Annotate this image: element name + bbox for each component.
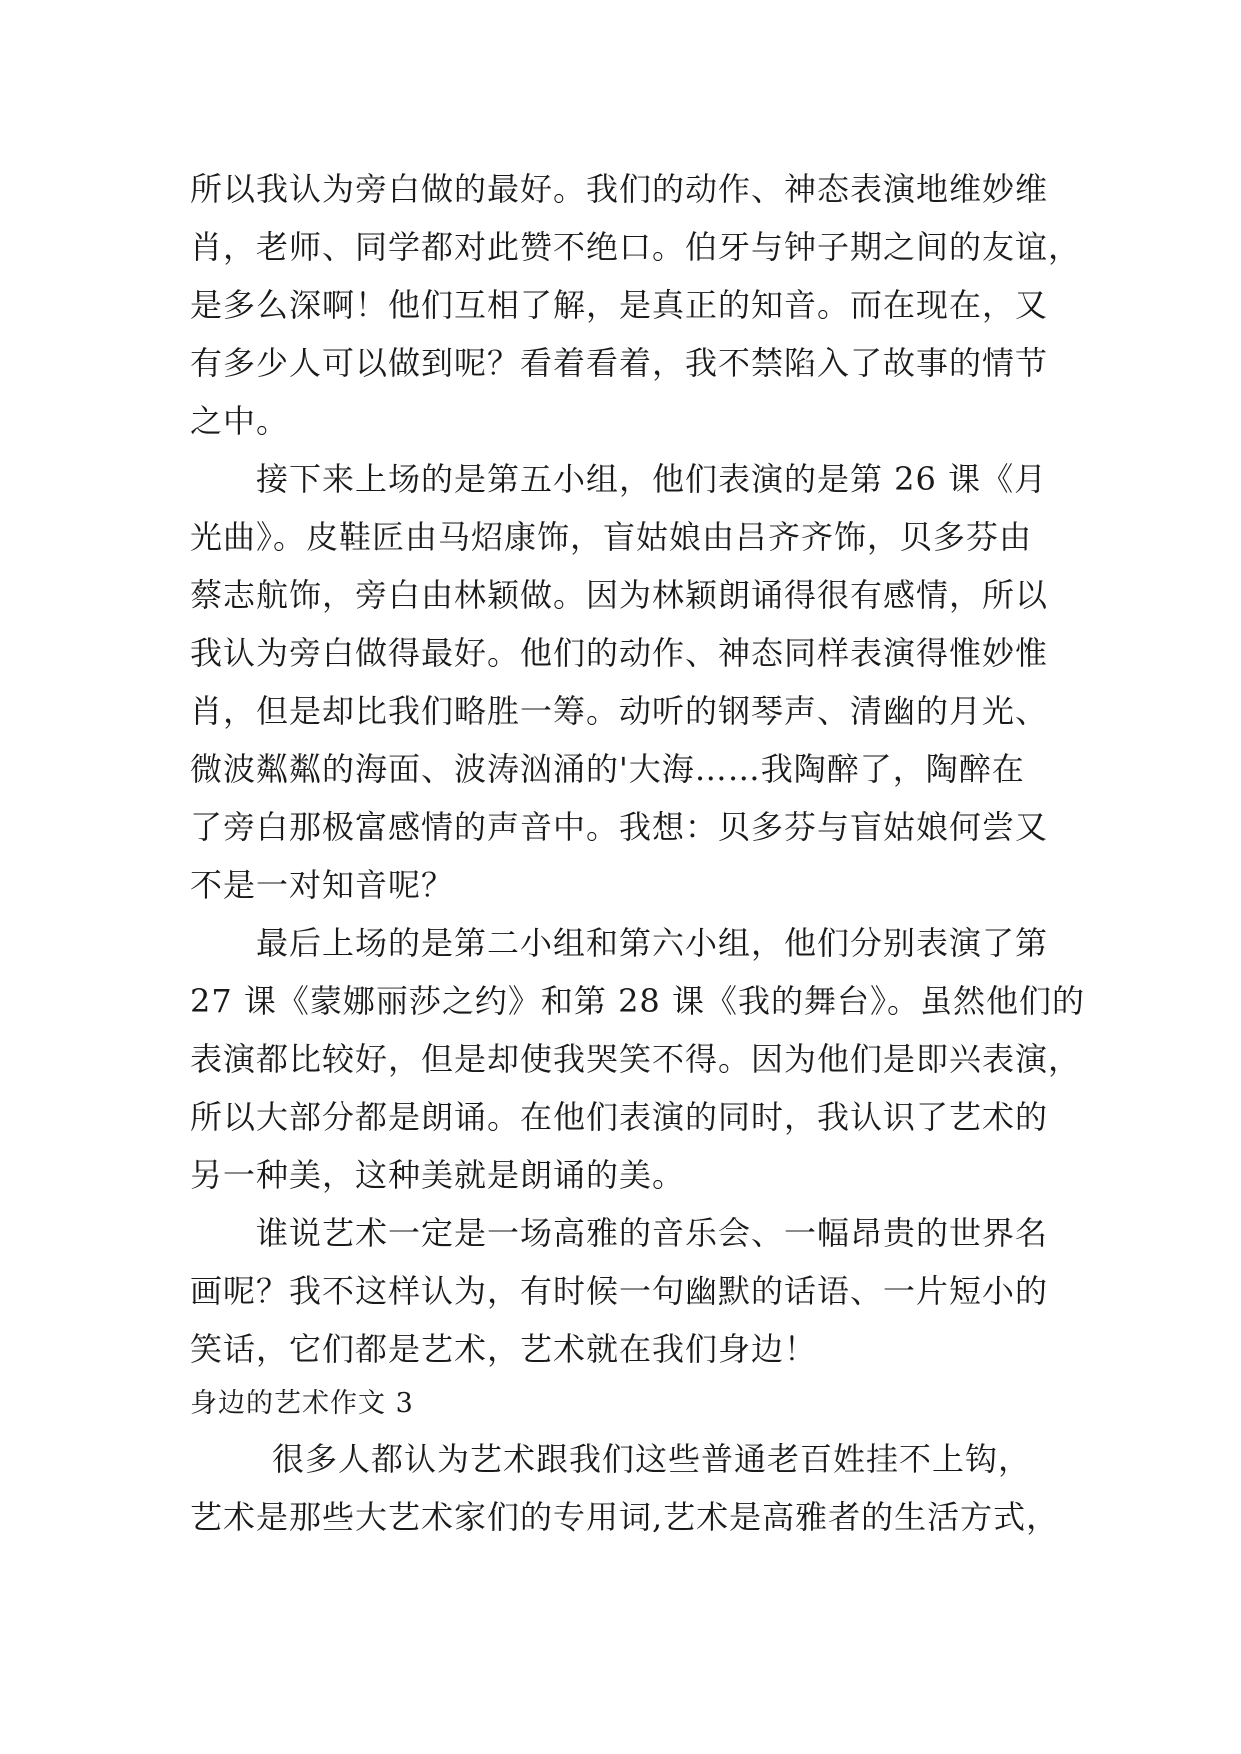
text-line: 所以大部分都是朗诵。在他们表演的同时，我认识了艺术的 — [190, 1098, 1049, 1136]
paragraph — [190, 450, 1060, 914]
text-line: 之中。 — [190, 402, 290, 440]
text-line: 是多么深啊！他们互相了解，是真正的知音。而在现在，又 — [190, 286, 1049, 324]
text-line: 有多少人可以做到呢？看着看着，我不禁陷入了故事的情节 — [190, 344, 1049, 382]
text-line: 我认为旁白做得最好。他们的动作、神态同样表演得惟妙惟 — [190, 634, 1049, 672]
text-line: 27 课《蒙娜丽莎之约》和第 28 课《我的舞台》。虽然他们的 — [190, 982, 1085, 1020]
text-line: 接下来上场的是第五小组，他们表演的是第 26 课《月 — [256, 460, 1048, 498]
document-page — [190, 160, 1085, 1546]
paragraph — [190, 1430, 1060, 1546]
text-line: 了旁白那极富感情的声音中。我想：贝多芬与盲姑娘何尝又 — [190, 808, 1049, 846]
text-line: 很多人都认为艺术跟我们这些普通老百姓挂不上钩， — [272, 1440, 1032, 1478]
text-line: 另一种美，这种美就是朗诵的美。 — [190, 1156, 686, 1194]
text-line: 蔡志航饰，旁白由林颖做。因为林颖朗诵得很有感情，所以 — [190, 576, 1049, 614]
text-line: 所以我认为旁白做的最好。我们的动作、神态表演地维妙维 — [190, 170, 1049, 208]
section-heading: 身边的艺术作文 3 — [190, 1388, 414, 1419]
paragraph — [190, 160, 1082, 450]
text-line: 微波粼粼的海面、波涛汹涌的'大海……我陶醉了，陶醉在 — [190, 750, 1025, 788]
text-line: 肖，但是却比我们略胜一筹。动听的钢琴声、清幽的月光、 — [190, 692, 1049, 730]
text-line: 肖，老师、同学都对此赞不绝口。伯牙与钟子期之间的友谊， — [190, 228, 1082, 266]
text-line: 艺术是那些大艺术家们的专用词,艺术是高雅者的生活方式， — [190, 1498, 1060, 1536]
text-line: 不是一对知音呢？ — [190, 866, 455, 904]
paragraph — [190, 914, 1085, 1204]
text-line: 光曲》。皮鞋匠由马炤康饰，盲姑娘由吕齐齐饰，贝多芬由 — [190, 518, 1033, 556]
text-line: 画呢？我不这样认为，有时候一句幽默的话语、一片短小的 — [190, 1272, 1049, 1310]
text-line: 笑话，它们都是艺术，艺术就在我们身边！ — [190, 1330, 818, 1368]
text-line: 谁说艺术一定是一场高雅的音乐会、一幅昂贵的世界名 — [256, 1214, 1049, 1252]
paragraph — [190, 1204, 1060, 1378]
text-line: 最后上场的是第二小组和第六小组，他们分别表演了第 — [256, 924, 1049, 962]
text-line: 表演都比较好，但是却使我哭笑不得。因为他们是即兴表演， — [190, 1040, 1082, 1078]
